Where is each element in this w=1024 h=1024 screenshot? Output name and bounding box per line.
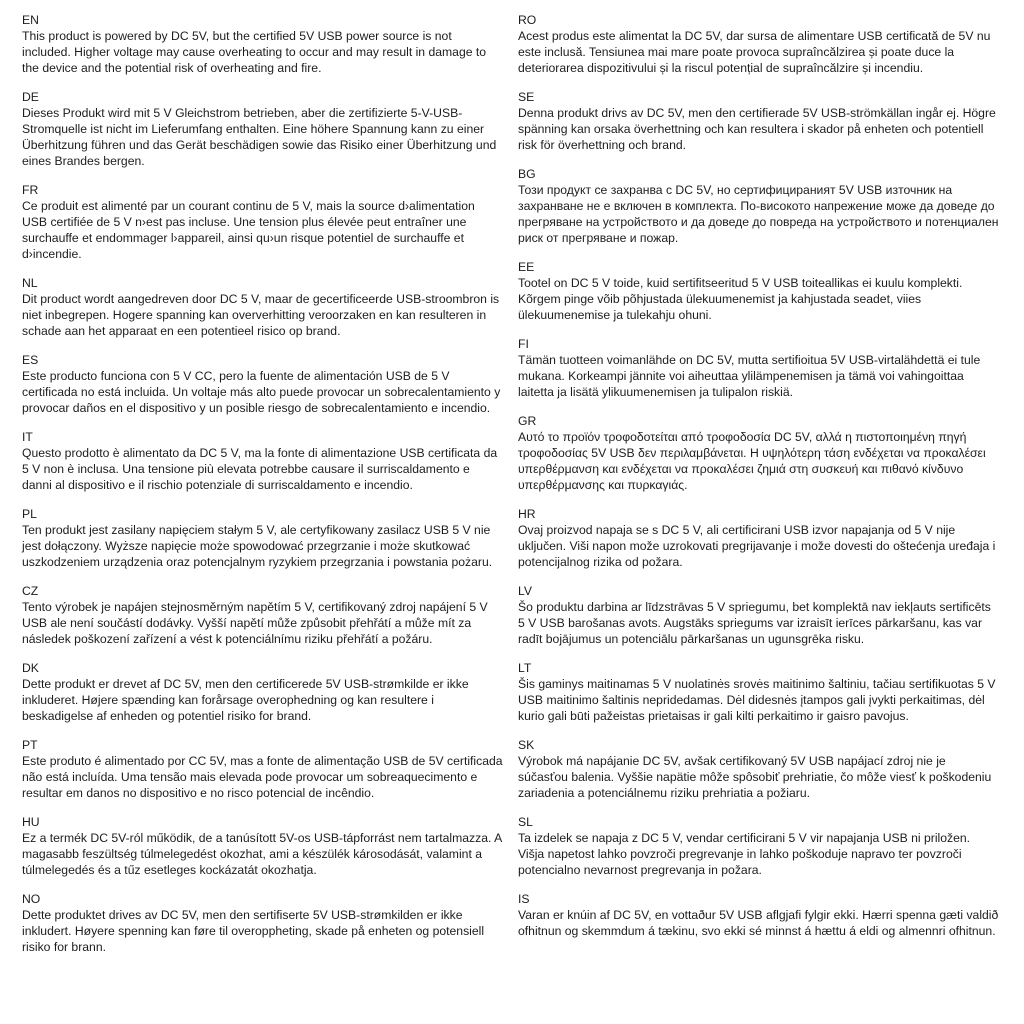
lang-code-hu: HU: [22, 815, 40, 829]
lang-text-it: Questo prodotto è alimentato da DC 5 V, ma la fonte di alimentazione USB certificata da 5 V non è inclusa. Una tensione più elevata potrebbe causare il surriscaldamento e danni al dispositivo e il rischio potenziale di surriscaldamento e incendio.: [22, 446, 498, 492]
lang-text-no: Dette produktet drives av DC 5V, men den sertifiserte 5V USB-strømkilden er ikke inkludert. Høyere spenning kan føre til overoppheting, skade på enheten og potensiell risiko for brann.: [22, 908, 485, 954]
lang-code-es: ES: [22, 353, 39, 367]
lang-code-is: IS: [518, 892, 530, 906]
lang-section-sk: [518, 737, 999, 801]
lang-section-sl: [518, 814, 999, 878]
lang-code-ro: RO: [518, 13, 537, 27]
lang-code-de: DE: [22, 90, 39, 104]
lang-text-hr: Ovaj proizvod napaja se s DC 5 V, ali certificirani USB izvor napajanja od 5 V nije uključen. Viši napon može uzrokovati pregrijavanje i može dovesti do oštećenja uređaja i potencijalnog rizika od požara.: [518, 523, 996, 569]
lang-section-ro: [518, 12, 999, 76]
lang-text-pl: Ten produkt jest zasilany napięciem stałym 5 V, ale certyfikowany zasilacz USB 5 V nie jest dołączony. Wyższe napięcie może spowodować przegrzanie i może skutkować uszkodzeniem urządzenia oraz potencjalnym ryzykiem przegrzania i powstania pożaru.: [22, 523, 493, 569]
lang-code-sk: SK: [518, 738, 535, 752]
lang-text-es: Este producto funciona con 5 V CC, pero la fuente de alimentación USB de 5 V certificada no está incluida. Un voltaje más alto puede provocar un sobrecalentamiento y provocar daños en el dispositivo y un posible riesgo de sobrecalentamiento e incendio.: [22, 369, 501, 415]
lang-code-gr: GR: [518, 414, 537, 428]
lang-text-de: Dieses Produkt wird mit 5 V Gleichstrom betrieben, aber die zertifizierte 5-V-USB-Stromquelle ist nicht im Lieferumfang enthalten. Eine höhere Spannung kann zu einer Überhitzung führen und das Gerät beschädigen sowie das Risiko einer Überhitzung und eines Brandes bergen.: [22, 106, 497, 168]
lang-section-cz: [22, 583, 503, 647]
lang-text-lt: Šis gaminys maitinamas 5 V nuolatinės srovės maitinimo šaltiniu, tačiau sertifikuotas 5 V USB maitinimo šaltinis nepridedamas. Dėl didesnės įtampos gali įvykti perkaitimas, dėl kurio gali būti pažeistas prietaisas ir gali kilti perkaitimo ir gaisro pavojus.: [518, 677, 996, 723]
column-left: [22, 12, 503, 968]
lang-text-sl: Ta izdelek se napaja z DC 5 V, vendar certificirani 5 V vir napajanja USB ni priložen. Višja napetost lahko povzroči pregrevanje in lahko poškoduje napravo ter povzroči potencialno nevarnost pregrevanja in požara.: [518, 831, 971, 877]
lang-text-en: This product is powered by DC 5V, but the certified 5V USB power source is not included. Higher voltage may cause overheating to occur and may result in damage to the device and the potential risk of overheating and fire.: [22, 29, 487, 75]
lang-text-pt: Este produto é alimentado por CC 5V, mas a fonte de alimentação USB de 5V certificada não está incluída. Uma tensão mais elevada pode provocar um sobreaquecimento e resultar em danos no dispositivo e no risco potencial de incêndio.: [22, 754, 503, 800]
lang-code-se: SE: [518, 90, 535, 104]
lang-code-bg: BG: [518, 167, 536, 181]
lang-text-dk: Dette produkt er drevet af DC 5V, men den certificerede 5V USB-strømkilde er ikke inkluderet. Højere spænding kan forårsage overophedning og kan resultere i beskadigelse af enheden og potentiel risiko for brand.: [22, 677, 469, 723]
lang-code-lt: LT: [518, 661, 532, 675]
lang-code-no: NO: [22, 892, 41, 906]
lang-section-lv: [518, 583, 999, 647]
lang-code-en: EN: [22, 13, 39, 27]
lang-code-hr: HR: [518, 507, 536, 521]
lang-section-ee: [518, 259, 999, 323]
lang-section-hr: [518, 506, 999, 570]
lang-section-en: [22, 12, 503, 76]
lang-section-is: [518, 891, 999, 939]
lang-section-bg: [518, 166, 999, 246]
lang-section-it: [22, 429, 503, 493]
lang-section-no: [22, 891, 503, 955]
lang-text-fr: Ce produit est alimenté par un courant continu de 5 V, mais la source d›alimentation USB certifiée de 5 V n›est pas incluse. Une tension plus élevée peut entraîner une surchauffe et endommager l›appareil, ainsi qu›un risque potentiel de surchauffe et d›incendie.: [22, 199, 475, 261]
lang-text-is: Varan er knúin af DC 5V, en vottaður 5V USB aflgjafi fylgir ekki. Hærri spenna gæti valdið ofhitnun og skemmdum á tækinu, svo ekki sé minnst á hættu á eldi og almennri ofhitnun.: [518, 908, 999, 938]
lang-section-dk: [22, 660, 503, 724]
lang-section-fr: [22, 182, 503, 262]
lang-text-ro: Acest produs este alimentat la DC 5V, dar sursa de alimentare USB certificată de 5V nu este inclusă. Tensiunea mai mare poate provoca supraîncălzirea și poate duce la deteriorarea dispozitivului și la riscul potențial de supraîncălzire și incendiu.: [518, 29, 991, 75]
lang-code-fi: FI: [518, 337, 529, 351]
lang-text-sk: Výrobok má napájanie DC 5V, avšak certifikovaný 5V USB napájací zdroj nie je súčasťou balenia. Vyššie napätie môže spôsobiť prehriatie, čo môže viesť k poškodeniu zariadenia a potenciálnemu riziku prehriatia a požiaru.: [518, 754, 992, 800]
lang-section-lt: [518, 660, 999, 724]
lang-text-nl: Dit product wordt aangedreven door DC 5 V, maar de gecertificeerde USB-stroombron is niet inbegrepen. Hogere spanning kan oververhitting veroorzaken en kan resulteren in schade aan het apparaat en een potentieel risico op brand.: [22, 292, 500, 338]
lang-code-cz: CZ: [22, 584, 39, 598]
lang-code-ee: EE: [518, 260, 535, 274]
lang-section-nl: [22, 275, 503, 339]
lang-code-it: IT: [22, 430, 33, 444]
lang-code-lv: LV: [518, 584, 533, 598]
lang-code-pt: PT: [22, 738, 38, 752]
lang-text-ee: Tootel on DC 5 V toide, kuid sertifitseeritud 5 V USB toiteallikas ei kuulu komplekti. Kõrgem pinge võib põhjustada ülekuumenemist ja kahjustada seadet, viies ülekuumenemise ja tulekahju ohuni.: [518, 276, 963, 322]
lang-text-bg: Този продукт се захранва с DC 5V, но сертифицираният 5V USB източник на захранване не е включен в комплекта. По-високото напрежение може да доведе до прегряване на устройството и да доведе до повреда на устройството и потенциален риск от прегряване и пожар.: [518, 183, 999, 245]
lang-section-pl: [22, 506, 503, 570]
lang-text-cz: Tento výrobek je napájen stejnosměrným napětím 5 V, certifikovaný zdroj napájení 5 V USB ale není součástí dodávky. Vyšší napětí může způsobit přehřátí a může mít za následek poškození zařízení a vést k potenciálnímu riziku přehřátí a požáru.: [22, 600, 488, 646]
lang-section-de: [22, 89, 503, 169]
lang-code-dk: DK: [22, 661, 39, 675]
lang-text-lv: Šo produktu darbina ar līdzstrāvas 5 V spriegumu, bet komplektā nav iekļauts sertificēts 5 V USB barošanas avots. Augstāks spriegums var izraisīt ierīces pārkaršanu, kas var radīt bojājumus un potenciālu pārkaršanas un ugunsgrēka risku.: [518, 600, 991, 646]
lang-code-pl: PL: [22, 507, 37, 521]
lang-code-sl: SL: [518, 815, 533, 829]
lang-text-fi: Tämän tuotteen voimanlähde on DC 5V, mutta sertifioitua 5V USB-virtalähdettä ei tule mukana. Korkeampi jännite voi aiheuttaa ylilämpenemisen ja tämä voi vahingoittaa laitetta ja lisätä ylikuumenemisen ja tulipalon riskiä.: [518, 353, 981, 399]
lang-section-se: [518, 89, 999, 153]
lang-section-fi: [518, 336, 999, 400]
lang-text-gr: Αυτό το προϊόν τροφοδοτείται από τροφοδοσία DC 5V, αλλά η πιστοποιημένη πηγή τροφοδοσίας 5V USB δεν περιλαμβάνεται. Η υψηλότερη τάση ενδέχεται να προκαλέσει υπερθέρμανση και ενδέχεται να προκαλέσει ζημιά στη συσκευή και πιθανό κίνδυνο υπερθέρμανσης και πυρκαγιάς.: [518, 430, 986, 492]
lang-text-hu: Ez a termék DC 5V-ról működik, de a tanúsított 5V-os USB-tápforrást nem tartalmazza. A magasabb feszültség túlmelegedést okozhat, ami a készülék károsodását, valamint a túlmelegedés és a tűz esetleges kockázatát okozhatja.: [22, 831, 502, 877]
lang-section-hu: [22, 814, 503, 878]
lang-section-pt: [22, 737, 503, 801]
column-right: [518, 12, 999, 968]
lang-text-se: Denna produkt drivs av DC 5V, men den certifierade 5V USB-strömkällan ingår ej. Högre spänning kan orsaka överhettning och kan resultera i skador på enheten och potentiell risk för överhettning och brand.: [518, 106, 996, 152]
lang-code-fr: FR: [22, 183, 39, 197]
lang-section-es: [22, 352, 503, 416]
lang-code-nl: NL: [22, 276, 38, 290]
lang-section-gr: [518, 413, 999, 493]
